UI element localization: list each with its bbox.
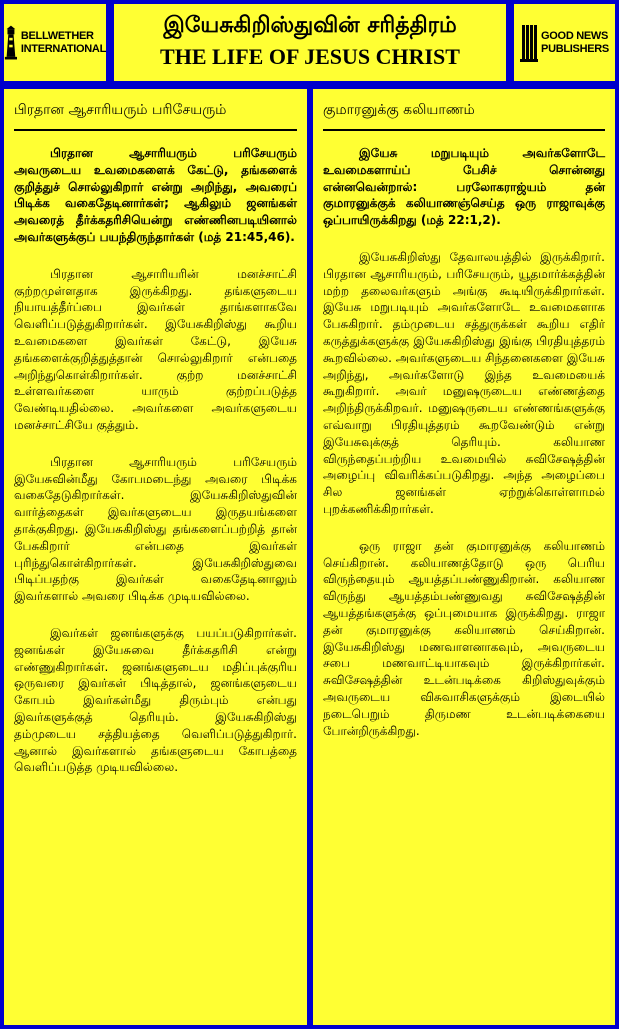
logo-right-line2: PUBLISHERS: [541, 42, 609, 55]
left-divider: [14, 129, 297, 131]
title-banner: [114, 4, 506, 81]
right-column: [313, 89, 615, 1025]
right-scripture-paragraph: இயேசு மறுபடியும் அவர்களோடே உவமைகளாய்ப் பேசிச் சொன்னது என்னவென்றால்: பரலோகராஜ்யம் தன் குமாரனுக்குக் கலியாணஞ்செய்த ஒரு ராஜாவுக்கு ஒப்பாயிருக்கிறது (மத் 22:1,2).: [323, 146, 605, 228]
book-icon: [520, 23, 538, 63]
left-heading: பிரதான ஆசாரியரும் பரிசேயரும்: [14, 102, 227, 118]
title-tamil: இயேசுகிறிஸ்துவின் சரித்திரம்: [163, 13, 457, 38]
title-english: THE LIFE OF JESUS CHRIST: [160, 44, 460, 69]
left-scripture-paragraph: பிரதான ஆசாரியரும் பரிசேயரும் அவருடைய உவமைகளைக் கேட்டு, தங்களைக் குறித்துச் சொல்லுகிறார் என்று அறிந்து, அவரைப் பிடிக்க வகைதேடினார்கள்; ஆகிலும் ஜனங்கள் அவரைத் தீர்க்கதரிசியென்று எண்ணினபடியினால் அவர்களுக்குப் பயந்திருந்தார்கள் (மத் 21:45,46).: [14, 146, 297, 244]
bellwether-logo: [4, 4, 106, 81]
left-paragraph: பிரதான ஆசாரியரும் பரிசேயரும் இயேசுவின்மீது கோபமடைந்து அவரை பிடிக்க வகைதேடுகிறார்கள். இயேசுகிறிஸ்துவின் வார்த்தைகள் இவர்களுடைய இருதயங்களை தாக்குகிறது. இயேசுகிறிஸ்து தங்களைப்பற்றித் தான் பேசுகிறார் என்பதை இவர்கள் புரிந்துகொள்கிறார்கள். இயேசுகிறிஸ்துவை பிடிப்பதற்கு இவர்கள் வகைதேடினாலும் இவர்களால் அவரை பிடிக்க முடியவில்லை.: [14, 454, 297, 604]
lighthouse-icon: [4, 23, 18, 63]
good-news-logo: [514, 4, 615, 81]
logo-right-line1: GOOD NEWS: [541, 29, 609, 42]
left-paragraph: இவர்கள் ஜனங்களுக்கு பயப்படுகிறார்கள். ஜனங்கள் இயேசுவை தீர்க்கதரிசி என்று எண்ணுகிறார்கள். ஜனங்களுடைய மதிப்புக்குரிய ஒருவரை இவர்கள் பிடித்தால், ஜனங்களுடைய கோபம் இவர்கள்மீது திரும்பும் என்பது இவர்களுக்குத் தெரியும். இயேசுகிறிஸ்து தம்முடைய சத்தியத்தை வெளிப்படுத்துகிறார். ஆனால் இவர்களால் தங்களுடைய கோபத்தை வெளிப்படுத்த முடியவில்லை.: [14, 625, 297, 775]
logo-left-line2: INTERNATIONAL: [20, 42, 106, 55]
left-column: [4, 89, 307, 1025]
right-paragraph: இயேசுகிறிஸ்து தேவாலயத்தில் இருக்கிறார். பிரதான ஆசாரியரும், பரிசேயரும், யூதமார்க்கத்தின் மற்ற தலைவர்களும் அங்கு கூடியிருக்கிறார்கள். இயேசு மறுபடியும் அவர்களோடே உவமைகளாக பேசுகிறார். தம்முடைய சத்துருக்கள் கூறிய எதிர் கருத்துக்களுக்கு இயேசுகிறிஸ்து இங்கு பிரதியுத்தரம் கூறவில்லை. அவர்களுடைய சிந்தனைகளை இயேசு அறிந்து, அவர்களோடு இந்த உவமையைக் கூறுகிறார். அவர் மனுஷருடைய எண்ணத்தை அறிந்திருக்கிறவர். மனுஷருடைய எண்ணங்களுக்கு எவ்வாறு பிரதியுத்தரம் கூறவேண்டும் என்று இயேசுவுக்குத் தெரியும். கலியாண விருந்தைப்பற்றிய உவமையில் சுவிசேஷத்தின் அழைப்பு விவரிக்கப்படுகிறது. அந்த அழைப்பை சில ஜனங்கள் ஏற்றுக்கொள்ளாமல் புறக்கணிக்கிறார்கள்.: [323, 249, 605, 516]
right-heading: குமாரனுக்கு கலியாணம்: [323, 102, 475, 118]
left-paragraph: பிரதான ஆசாரியரின் மனச்சாட்சி குற்றமுள்ளதாக இருக்கிறது. தங்களுடைய நியாயத்தீர்ப்பை இவர்கள் தாங்களாகவே வெளிப்படுத்துகிறார்கள். இயேசுகிறிஸ்து கூறிய உவமைகளை இவர்கள் கேட்டு, இயேசு தங்களைக்குறித்துத்தான் சொல்லுகிறார் என்பதை அறிந்துகொள்கிறார்கள். குற்ற மனச்சாட்சி உள்ளவர்களை யாரும் குற்றப்படுத்த வேண்டியதில்லை. அவர்களை அவர்களுடைய மனச்சாட்சியே குத்தும்.: [14, 266, 297, 432]
right-divider: [323, 129, 605, 131]
logo-left-line1: BELLWETHER: [20, 29, 94, 42]
right-paragraph: ஒரு ராஜா தன் குமாரனுக்கு கலியாணம் செய்கிறான். கலியாணத்தோடு ஒரு பெரிய விருந்தையும் ஆயத்தப்பண்ணுகிறான். கலியாண விருந்து ஆயத்தம்பண்ணுவது சுவிசேஷத்தின் ஆயத்தங்களுக்கு ஒப்புமையாக இருக்கிறது. ராஜா தன் குமாரனுக்கு கலியாணம் செய்கிறான். இயேசுகிறிஸ்து மணவாளனாகவும், அவருடைய சபை மணவாட்டியாகவும் இருக்கிறார்கள். சுவிசேஷத்தின் உடன்படிக்கை கிறிஸ்துவுக்கும் அவருடைய விசுவாசிகளுக்கும் இடையில் நடைபெறும் திருமண உடன்படிக்கையை போன்றிருக்கிறது.: [323, 538, 605, 738]
